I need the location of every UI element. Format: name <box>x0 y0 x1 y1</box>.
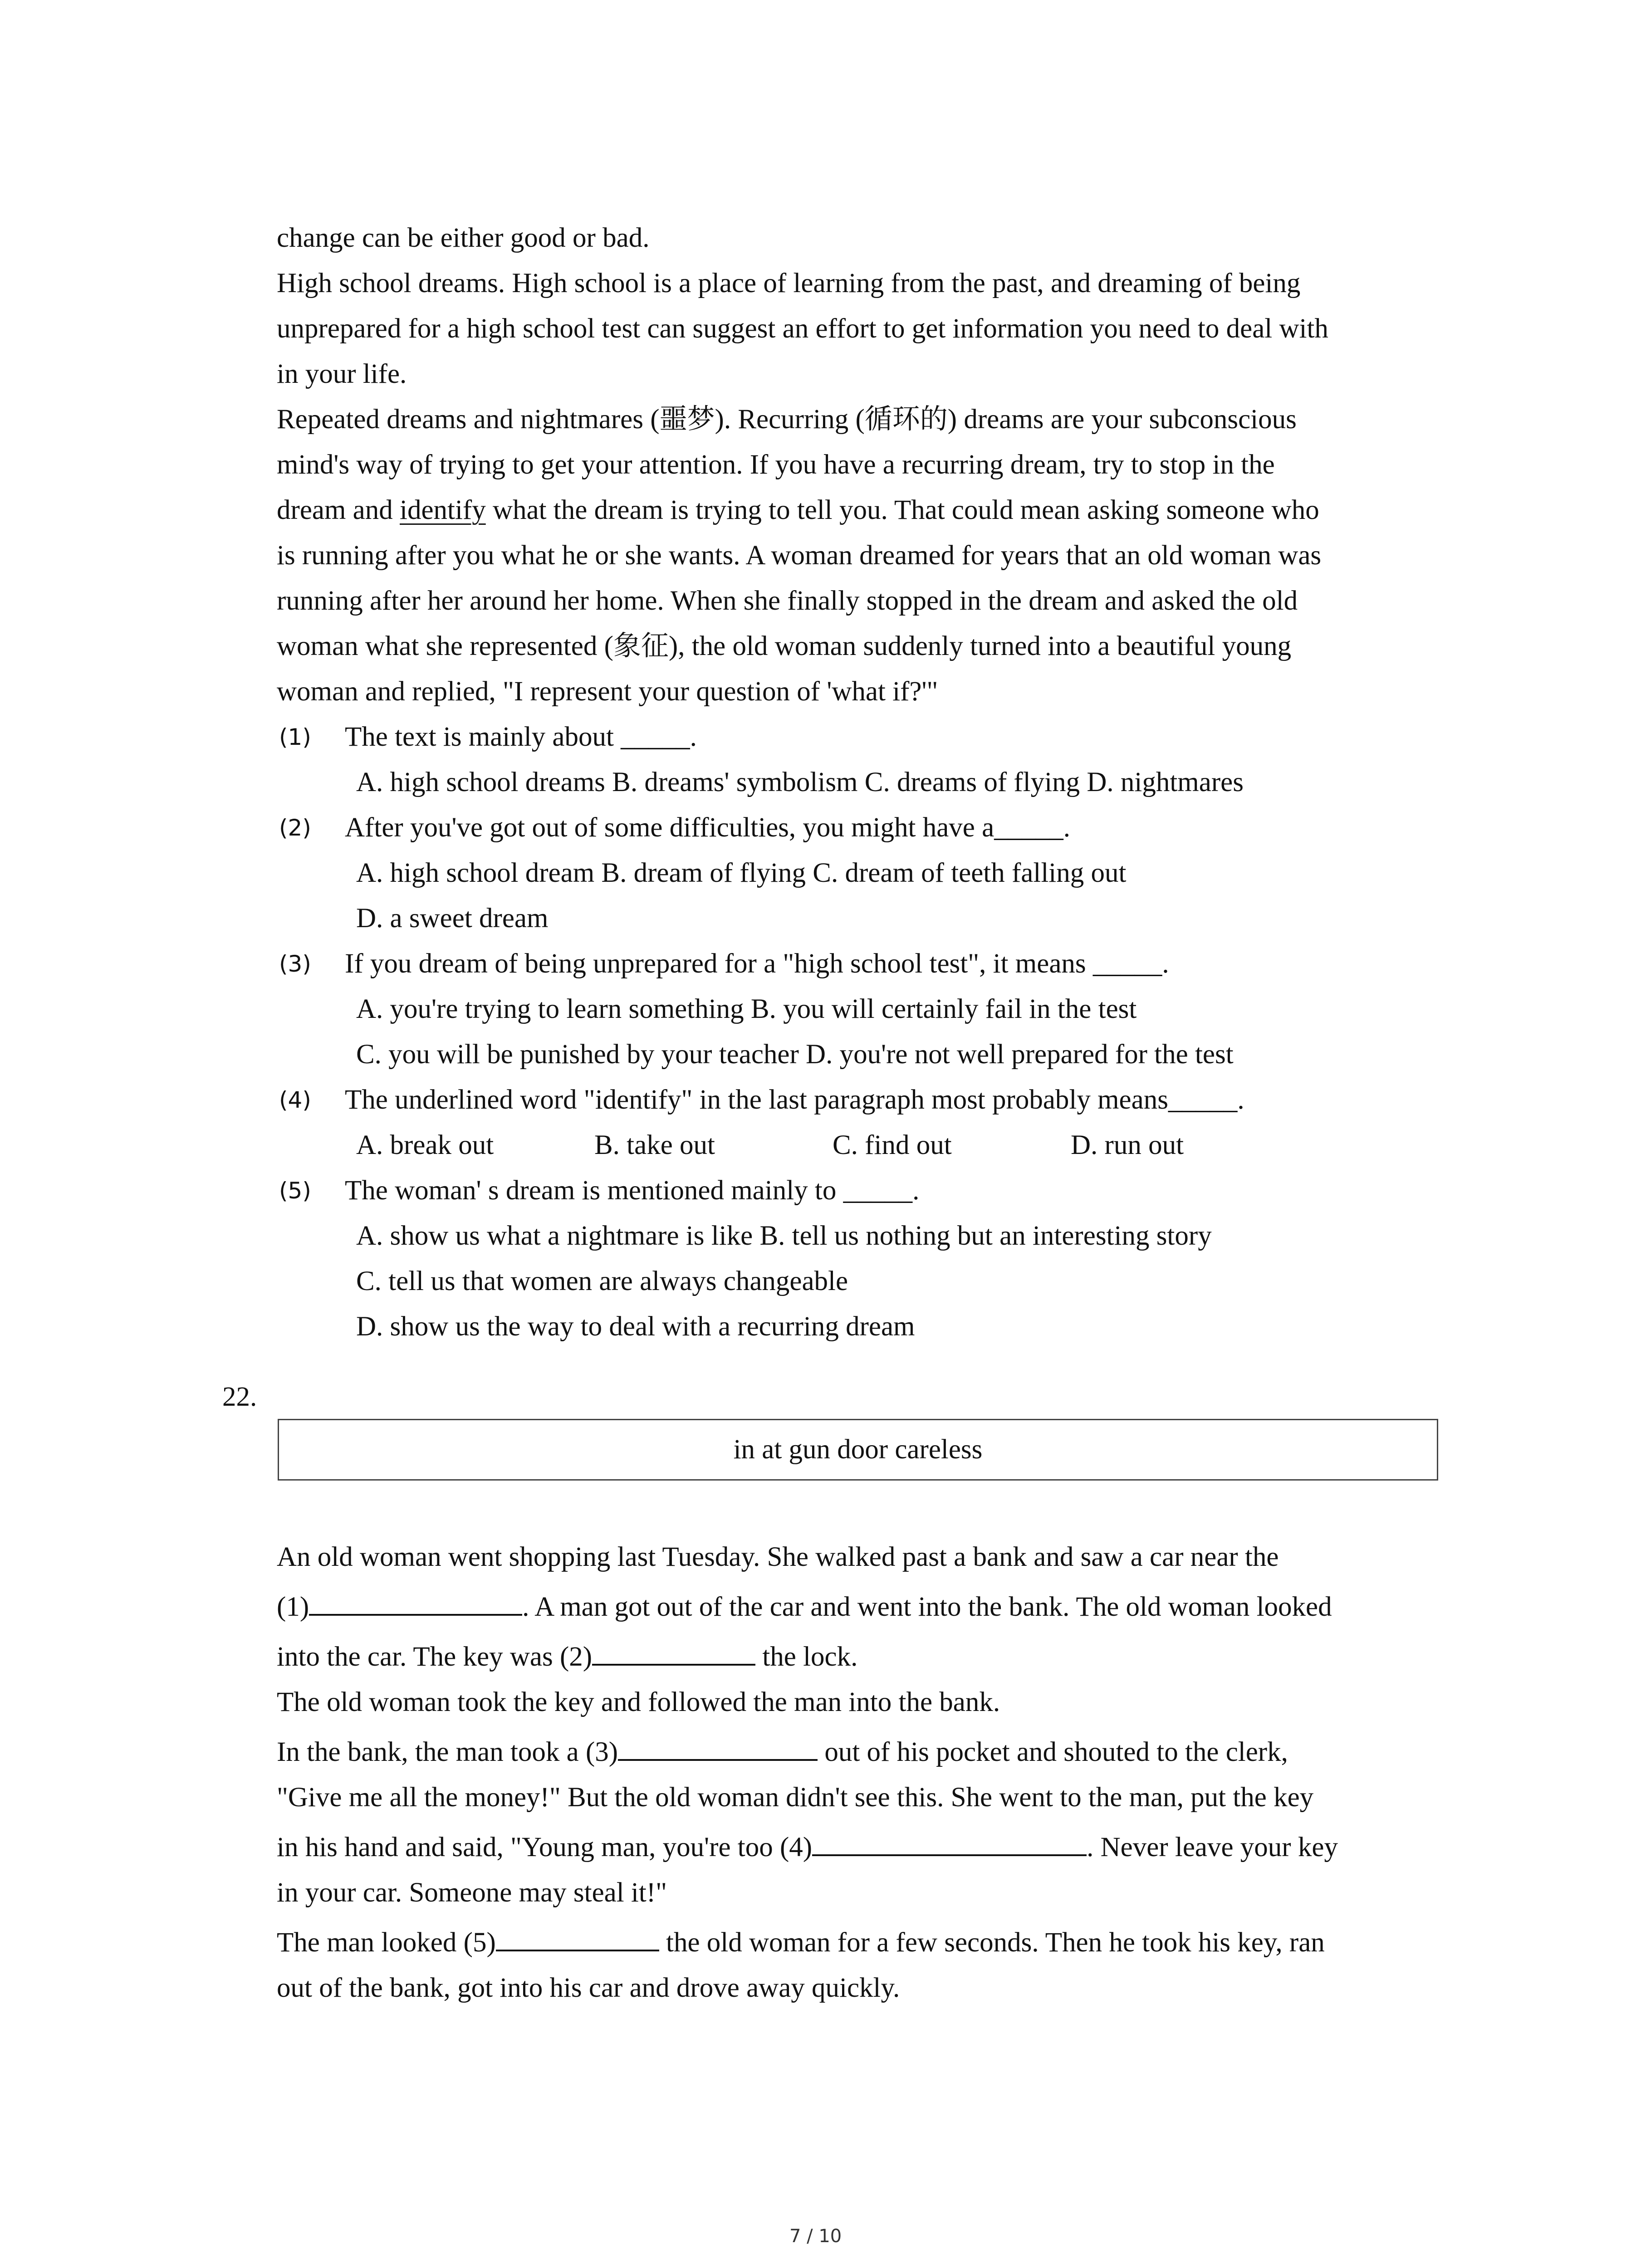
cloze-line: "Give me all the money!" But the old woman didn't see this. She went to the man, put the key <box>277 1782 1314 1813</box>
question-number: (2) <box>279 815 311 841</box>
cloze-line <box>277 1920 1325 1965</box>
passage-line: unprepared for a high school test can suggest an effort to get information you need to deal with <box>277 313 1328 344</box>
blank-2[interactable] <box>592 1636 755 1666</box>
cloze-line <box>277 1730 1288 1775</box>
question-options: C. you will be punished by your teacher D. you're not well prepared for the test <box>356 1039 1234 1070</box>
blank-label: (1) <box>277 1592 309 1622</box>
question-options: C. tell us that women are always changeable <box>356 1266 848 1296</box>
blank-5[interactable] <box>496 1921 659 1951</box>
cloze-line: in your car. Someone may steal it!" <box>277 1877 667 1908</box>
cloze-text: out of his pocket and shouted to the clerk, <box>818 1737 1288 1767</box>
underlined-word: identify <box>400 495 486 525</box>
passage-line: in your life. <box>277 359 407 389</box>
section-number: 22. <box>222 1382 257 1412</box>
passage-line: change can be either good or bad. <box>277 223 650 253</box>
passage-line: High school dreams. High school is a place of learning from the past, and dreaming of being <box>277 268 1301 298</box>
cloze-text: . A man got out of the car and went into the bank. The old woman looked <box>522 1592 1332 1622</box>
cloze-line: out of the bank, got into his car and drove away quickly. <box>277 1973 900 2003</box>
cloze-text: into the car. The key was (2) <box>277 1642 593 1672</box>
passage-line: is running after you what he or she wants. A woman dreamed for years that an old woman was <box>277 540 1322 571</box>
option-b: B. take out <box>594 1130 715 1160</box>
passage-line <box>277 488 1319 533</box>
question-text: After you've got out of some difficulties, you might have a_____. <box>345 812 1070 843</box>
cloze-text: in his hand and said, "Young man, you're too (4) <box>277 1832 813 1862</box>
passage-line: woman and replied, "I represent your question of 'what if?'" <box>277 676 938 707</box>
question-options: A. high school dreams B. dreams' symbolism C. dreams of flying D. nightmares <box>356 767 1244 797</box>
blank-3[interactable] <box>618 1731 818 1761</box>
cloze-line: An old woman went shopping last Tuesday. She walked past a bank and saw a car near the <box>277 1542 1279 1572</box>
option-c: C. find out <box>833 1130 952 1160</box>
passage-text: what the dream is trying to tell you. That could mean asking someone who <box>485 495 1319 525</box>
question-text: The text is mainly about _____. <box>345 722 697 752</box>
cloze-text: the old woman for a few seconds. Then he took his key, ran <box>659 1927 1325 1958</box>
passage-line: mind's way of trying to get your attention. If you have a recurring dream, try to stop in the <box>277 450 1275 480</box>
question-number: (5) <box>279 1178 311 1204</box>
question-text: The underlined word "identify" in the last paragraph most probably means_____. <box>345 1085 1244 1115</box>
cloze-text: . Never leave your key <box>1087 1832 1338 1862</box>
question-number: (3) <box>279 951 311 977</box>
option-d: D. run out <box>1071 1130 1184 1160</box>
passage-line: Repeated dreams and nightmares (噩梦). Recurring (循环的) dreams are your subconscious <box>277 404 1297 435</box>
passage-text: dream and <box>277 495 400 525</box>
question-options: A. show us what a nightmare is like B. tell us nothing but an interesting story <box>356 1221 1212 1251</box>
passage-line: running after her around her home. When she finally stopped in the dream and asked the old <box>277 586 1298 616</box>
cloze-text: The man looked (5) <box>277 1927 496 1958</box>
question-text: The woman' s dream is mentioned mainly to _____. <box>345 1175 920 1206</box>
passage-line: woman what she represented (象征), the old woman suddenly turned into a beautiful young <box>277 631 1292 661</box>
cloze-text: the lock. <box>755 1642 858 1672</box>
word-bank-box <box>278 1419 1438 1481</box>
question-number: (4) <box>279 1087 311 1113</box>
blank-1[interactable] <box>309 1586 522 1616</box>
cloze-line: The old woman took the key and followed the man into the bank. <box>277 1687 1000 1717</box>
page-number: 7 / 10 <box>789 2226 842 2247</box>
question-options: A. high school dream B. dream of flying C. dream of teeth falling out <box>356 858 1127 888</box>
question-options: D. show us the way to deal with a recurring dream <box>356 1311 915 1342</box>
question-options: D. a sweet dream <box>356 903 549 934</box>
question-text: If you dream of being unprepared for a "high school test", it means _____. <box>345 948 1169 979</box>
cloze-line <box>277 1825 1338 1870</box>
question-number: (1) <box>279 724 311 750</box>
question-options: A. you're trying to learn something B. you will certainly fail in the test <box>356 994 1137 1024</box>
cloze-line <box>277 1584 1332 1630</box>
word-bank: in at gun door careless <box>733 1434 983 1465</box>
cloze-text: In the bank, the man took a (3) <box>277 1737 618 1767</box>
cloze-line <box>277 1634 857 1680</box>
blank-4[interactable] <box>812 1826 1087 1856</box>
option-a: A. break out <box>356 1130 494 1160</box>
